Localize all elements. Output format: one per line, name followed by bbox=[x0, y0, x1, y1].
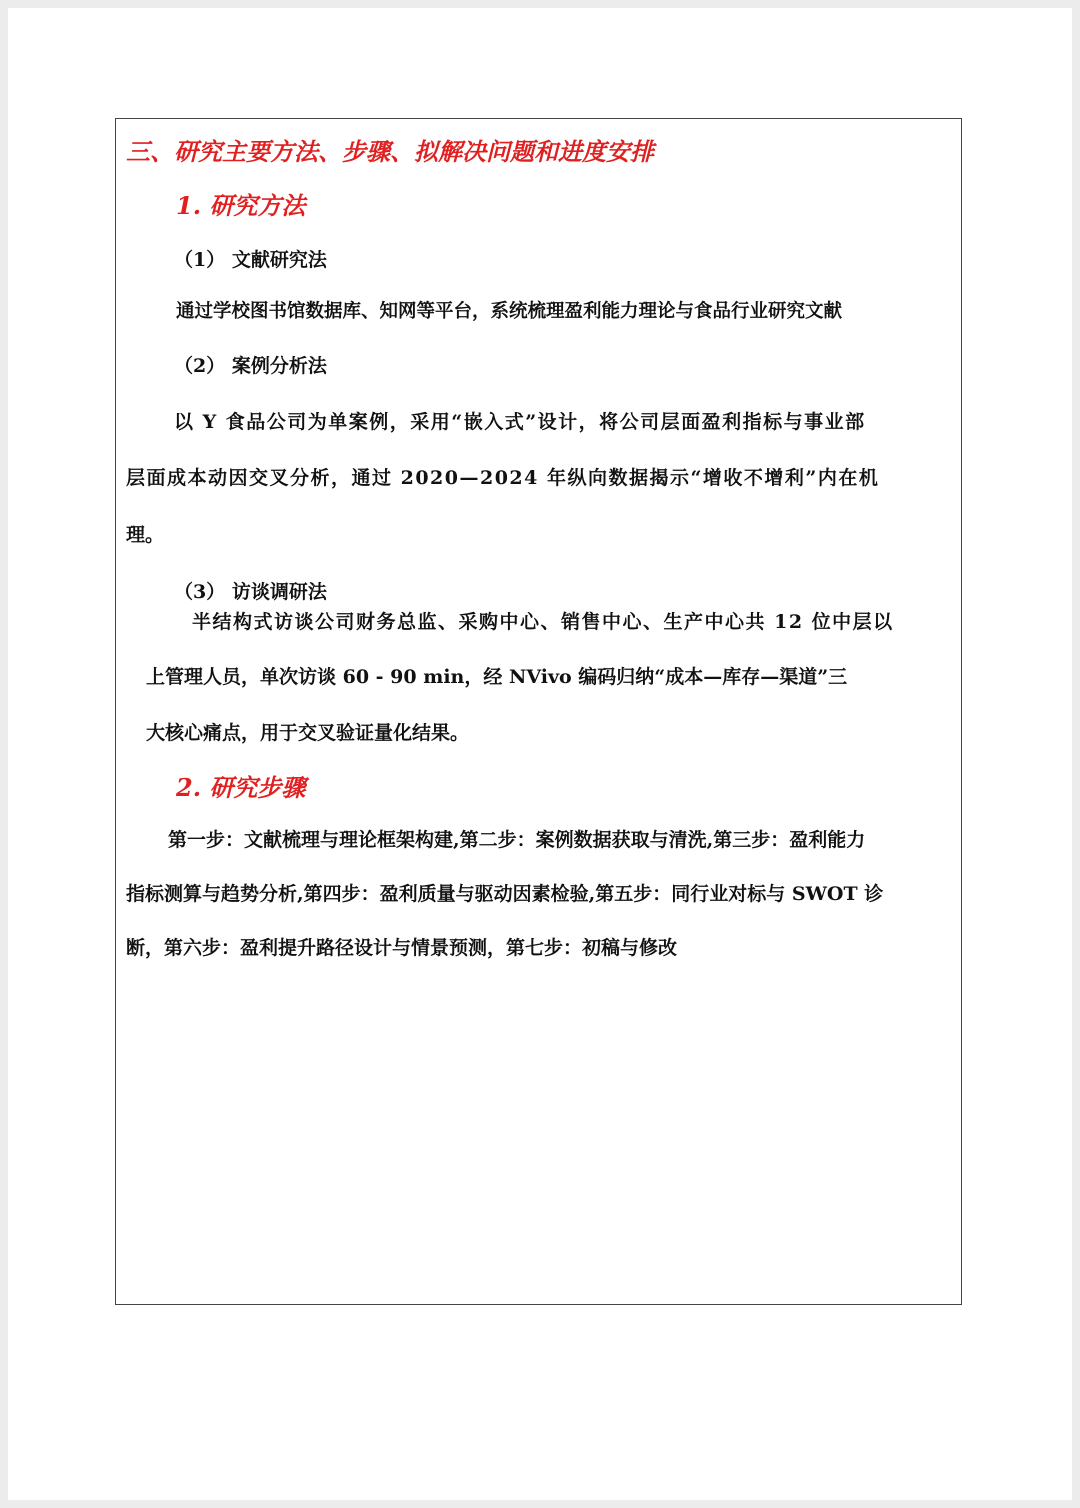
method-3-text-line-1: 半结构式访谈公司财务总监、采购中心、销售中心、生产中心共 12 位中层以 bbox=[192, 611, 894, 633]
method-2-text-line-2: 层面成本动因交叉分析，通过 2020—2024 年纵向数据揭示“增收不增利”内在机 bbox=[126, 467, 880, 489]
method-3-label: （3） 访谈调研法 bbox=[174, 581, 327, 603]
content-frame bbox=[115, 118, 962, 1305]
method-3-text-line-2: 上管理人员，单次访谈 60 - 90 min，经 NVivo 编码归纳“成本—库存—渠道”三 bbox=[146, 666, 848, 688]
document-page bbox=[8, 8, 1072, 1500]
methods-heading: 1. 研究方法 bbox=[176, 191, 306, 220]
steps-text-line-3: 断，第六步：盈利提升路径设计与情景预测，第七步：初稿与修改 bbox=[126, 937, 678, 959]
method-2-text-line-1: 以 Y 食品公司为单案例，采用“嵌入式”设计，将公司层面盈利指标与事业部 bbox=[174, 411, 866, 433]
method-3-text-line-3: 大核心痛点，用于交叉验证量化结果。 bbox=[146, 722, 470, 744]
steps-heading: 2. 研究步骤 bbox=[176, 773, 306, 802]
steps-text-line-1: 第一步：文献梳理与理论框架构建,第二步：案例数据获取与清洗,第三步：盈利能力 bbox=[168, 829, 866, 851]
method-2-text-line-3: 理。 bbox=[126, 524, 165, 546]
section-title: 三、研究主要方法、步骤、拟解决问题和进度安排 bbox=[126, 137, 654, 166]
method-1-text-line-1: 通过学校图书馆数据库、知网等平台，系统梳理盈利能力理论与食品行业研究文献 bbox=[176, 301, 843, 322]
method-2-label: （2） 案例分析法 bbox=[174, 355, 327, 377]
steps-text-line-2: 指标测算与趋势分析,第四步：盈利质量与驱动因素检验,第五步：同行业对标与 SWOT 诊 bbox=[126, 883, 884, 905]
method-1-label: （1） 文献研究法 bbox=[174, 249, 327, 271]
